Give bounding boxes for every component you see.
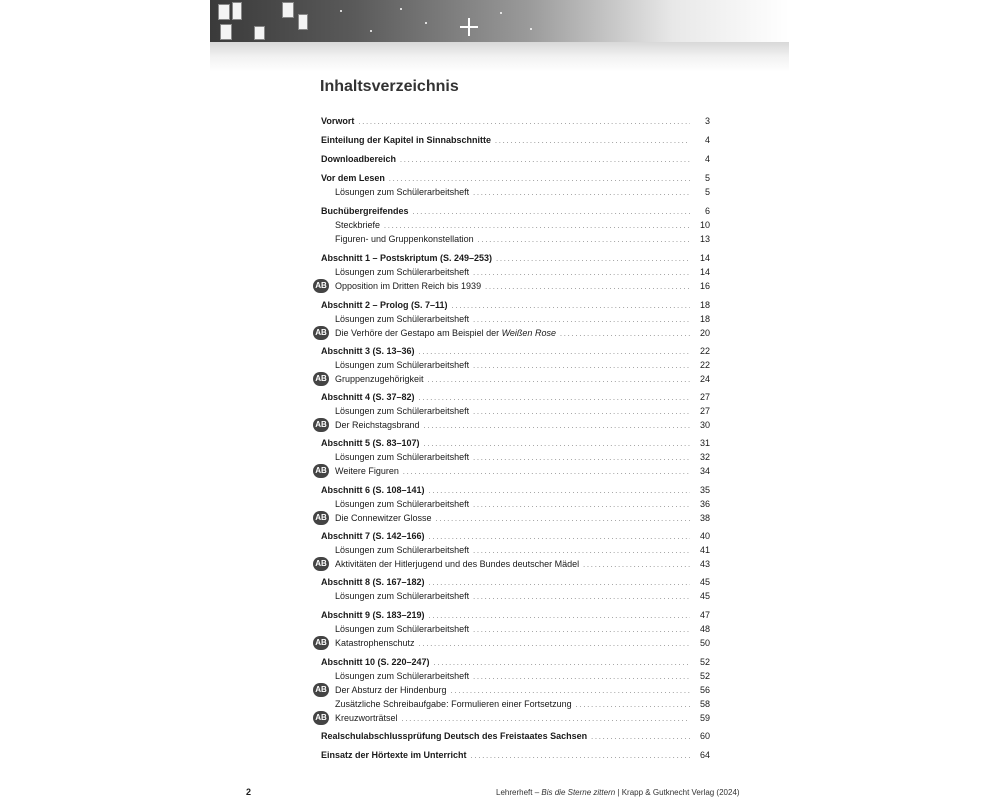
toc-entry [300,265,710,279]
toc-entry-page: 24 [699,374,710,384]
footer-book-title: Bis die Sterne zittern [541,788,616,797]
toc-entry-label: Abschnitt 4 (S. 37–82) [321,392,415,402]
toc-entry-page: 31 [699,438,710,448]
toc-entry-label: Lösungen zum Schülerarbeitsheft [335,267,470,277]
footer-prefix: Lehrerheft – [496,788,542,797]
toc-entry [300,171,710,185]
toc-entry [300,251,710,265]
ab-badge-icon: AB [313,279,329,293]
toc-entry-label: Abschnitt 8 (S. 167–182) [321,577,425,587]
dot-leader [473,589,690,605]
toc-entry-page: 48 [699,624,710,634]
dot-leader [436,511,690,527]
toc-entry [300,464,710,478]
dot-leader [358,114,690,130]
toc-entry [300,483,710,497]
toc-entry [300,622,710,636]
toc-entry [300,152,710,166]
ab-badge-icon: AB [313,372,329,386]
toc-entry-page: 27 [699,392,710,402]
toc-entry [300,450,710,464]
toc-entry-page: 3 [704,116,710,126]
toc-entry-label: Realschulabschlussprüfung Deutsch des Freistaates Sachsen [321,731,588,741]
dot-leader [591,729,690,745]
page-number: 2 [246,787,252,797]
ab-badge-icon: AB [313,711,329,725]
ab-badge-icon: AB [313,418,329,432]
toc-entry-page: 14 [699,267,710,277]
star-shape [400,8,402,10]
toc-entry-page: 36 [699,499,710,509]
header-shadow [210,42,789,72]
sparkle-star-icon [460,18,478,36]
toc-entry-label: Lösungen zum Schülerarbeitsheft [335,187,470,197]
toc-entry-page: 50 [699,638,710,648]
toc-entry [300,557,710,571]
toc-entry-page: 27 [699,406,710,416]
toc-entry [300,390,710,404]
toc-entry [300,344,710,358]
night-sky-image [210,0,789,42]
toc-entry-page: 5 [704,187,710,197]
toc-entry-page: 58 [699,699,710,709]
toc-entry-label: Lösungen zum Schülerarbeitsheft [335,545,470,555]
ab-badge-icon: AB [313,557,329,571]
toc-entry-label: Vorwort [321,116,355,126]
toc-entry-label: Lösungen zum Schülerarbeitsheft [335,671,470,681]
ab-badge-icon: AB [313,464,329,478]
dot-leader [424,418,690,434]
toc-entry [300,218,710,232]
toc-entry-label: Vor dem Lesen [321,173,385,183]
toc-entry-label: Die Connewitzer Glosse [335,513,432,523]
star-shape [500,12,502,14]
footer-suffix: | Krapp & Gutknecht Verlag (2024) [615,788,740,797]
toc-entry-label: Katastrophenschutz [335,638,415,648]
star-shape [530,28,532,30]
dot-leader [402,711,690,727]
star-shape [425,22,427,24]
toc-entry [300,312,710,326]
toc-entry [300,697,710,711]
toc-entry-label: Abschnitt 1 – Postskriptum (S. 249–253) [321,253,493,263]
toc-entry-label: Die Verhöre der Gestapo am Beispiel der Weißen Rose [335,328,556,338]
toc-entry-label: Lösungen zum Schülerarbeitsheft [335,499,470,509]
toc-entry [300,608,710,622]
toc-entry-label: Opposition im Dritten Reich bis 1939 [335,281,482,291]
toc-entry-page: 45 [699,577,710,587]
toc-entry-page: 38 [699,513,710,523]
toc-entry [300,748,710,762]
toc-entry-page: 16 [699,281,710,291]
toc-entry-label: Einteilung der Kapitel in Sinnabschnitte [321,135,492,145]
toc-entry [300,683,710,697]
toc-entry [300,326,710,340]
toc-entry-label: Aktivitäten der Hitlerjugend und des Bundes deutscher Mädel [335,559,580,569]
window-shape [298,14,308,30]
toc-entry [300,185,710,199]
toc-entry-label: Kreuzworträtsel [335,713,398,723]
toc-entry-page: 10 [699,220,710,230]
toc-entry-page: 30 [699,420,710,430]
dot-leader [428,372,690,388]
toc-entry-page: 47 [699,610,710,620]
toc-entry-label: Steckbriefe [335,220,381,230]
toc-entry [300,655,710,669]
toc-entry-page: 6 [704,206,710,216]
toc-entry-label: Figuren- und Gruppenkonstellation [335,234,474,244]
page-title: Inhaltsverzeichnis [320,78,459,95]
toc-entry-page: 22 [699,360,710,370]
dot-leader [560,326,690,342]
toc-entry [300,358,710,372]
dot-leader [473,185,690,201]
ab-badge-icon: AB [313,636,329,650]
toc-entry-page: 40 [699,531,710,541]
toc-entry-label: Buchübergreifendes [321,206,409,216]
toc-entry [300,436,710,450]
toc-entry-label: Einsatz der Hörtexte im Unterricht [321,750,467,760]
toc-entry-label: Abschnitt 6 (S. 108–141) [321,485,425,495]
dot-leader [583,557,690,573]
toc-entry-label: Abschnitt 2 – Prolog (S. 7–11) [321,300,448,310]
dot-leader [495,133,690,149]
toc-entry-label: Lösungen zum Schülerarbeitsheft [335,452,470,462]
dot-leader [419,636,690,652]
window-shape [282,2,294,18]
toc-entry-page: 52 [699,657,710,667]
toc-entry-label: Abschnitt 3 (S. 13–36) [321,346,415,356]
toc-entry [300,511,710,525]
footer-credit [496,788,740,797]
toc-entry [300,418,710,432]
toc-entry-page: 13 [699,234,710,244]
toc-entry-label: Lösungen zum Schülerarbeitsheft [335,406,470,416]
toc-entry-page: 45 [699,591,710,601]
toc-entry-label: Der Reichstagsbrand [335,420,420,430]
toc-entry [300,543,710,557]
toc-entry [300,372,710,386]
toc-entry-page: 59 [699,713,710,723]
toc-entry-label: Abschnitt 10 (S. 220–247) [321,657,430,667]
dot-leader [403,464,690,480]
toc-entry-page: 64 [699,750,710,760]
toc-entry [300,729,710,743]
toc-entry [300,589,710,603]
toc-entry-label: Der Absturz der Hindenburg [335,685,447,695]
star-shape [340,10,342,12]
toc-entry-page: 4 [704,154,710,164]
toc-entry [300,232,710,246]
toc-entry-label: Abschnitt 7 (S. 142–166) [321,531,425,541]
header-image [210,0,789,72]
toc-entry-label: Downloadbereich [321,154,397,164]
toc-entry [300,133,710,147]
toc-entry-page: 60 [699,731,710,741]
toc-entry [300,711,710,725]
toc-entry-label: Abschnitt 5 (S. 83–107) [321,438,420,448]
toc-entry [300,636,710,650]
toc-entry [300,529,710,543]
toc-entry [300,279,710,293]
toc-entry-page: 34 [699,466,710,476]
toc-entry-page: 41 [699,545,710,555]
toc-entry [300,575,710,589]
toc-entry [300,497,710,511]
toc-entry-label: Lösungen zum Schülerarbeitsheft [335,591,470,601]
toc-entry-label: Lösungen zum Schülerarbeitsheft [335,314,470,324]
toc-entry-label: Abschnitt 9 (S. 183–219) [321,610,425,620]
toc-entry-page: 18 [699,314,710,324]
ab-badge-icon: AB [313,511,329,525]
ab-badge-icon: AB [313,683,329,697]
toc-entry-page: 18 [699,300,710,310]
toc-entry-page: 5 [704,173,710,183]
window-shape [218,4,230,20]
toc-entry-page: 32 [699,452,710,462]
toc-entry [300,204,710,218]
toc-entry [300,404,710,418]
toc-entry-page: 22 [699,346,710,356]
toc-entry-label: Lösungen zum Schülerarbeitsheft [335,624,470,634]
window-shape [254,26,265,40]
toc-entry-page: 4 [704,135,710,145]
dot-leader [478,232,690,248]
dot-leader [471,748,690,764]
toc-entry [300,114,710,128]
toc-entry-page: 35 [699,485,710,495]
toc-entry-page: 20 [699,328,710,338]
toc-entry-page: 43 [699,559,710,569]
window-shape [232,2,242,20]
dot-leader [400,152,690,168]
window-shape [220,24,232,40]
star-shape [370,30,372,32]
toc-entry-page: 56 [699,685,710,695]
dot-leader [485,279,690,295]
toc-entry-label: Weitere Figuren [335,466,399,476]
toc-entry-label: Gruppenzugehörigkeit [335,374,424,384]
ab-badge-icon: AB [313,326,329,340]
toc-entry-page: 52 [699,671,710,681]
toc-entry-label: Lösungen zum Schülerarbeitsheft [335,360,470,370]
toc-entry-page: 14 [699,253,710,263]
toc-entry-label: Zusätzliche Schreibaufgabe: Formulieren einer Fortsetzung [335,699,572,709]
toc-entry [300,298,710,312]
toc-entry [300,669,710,683]
